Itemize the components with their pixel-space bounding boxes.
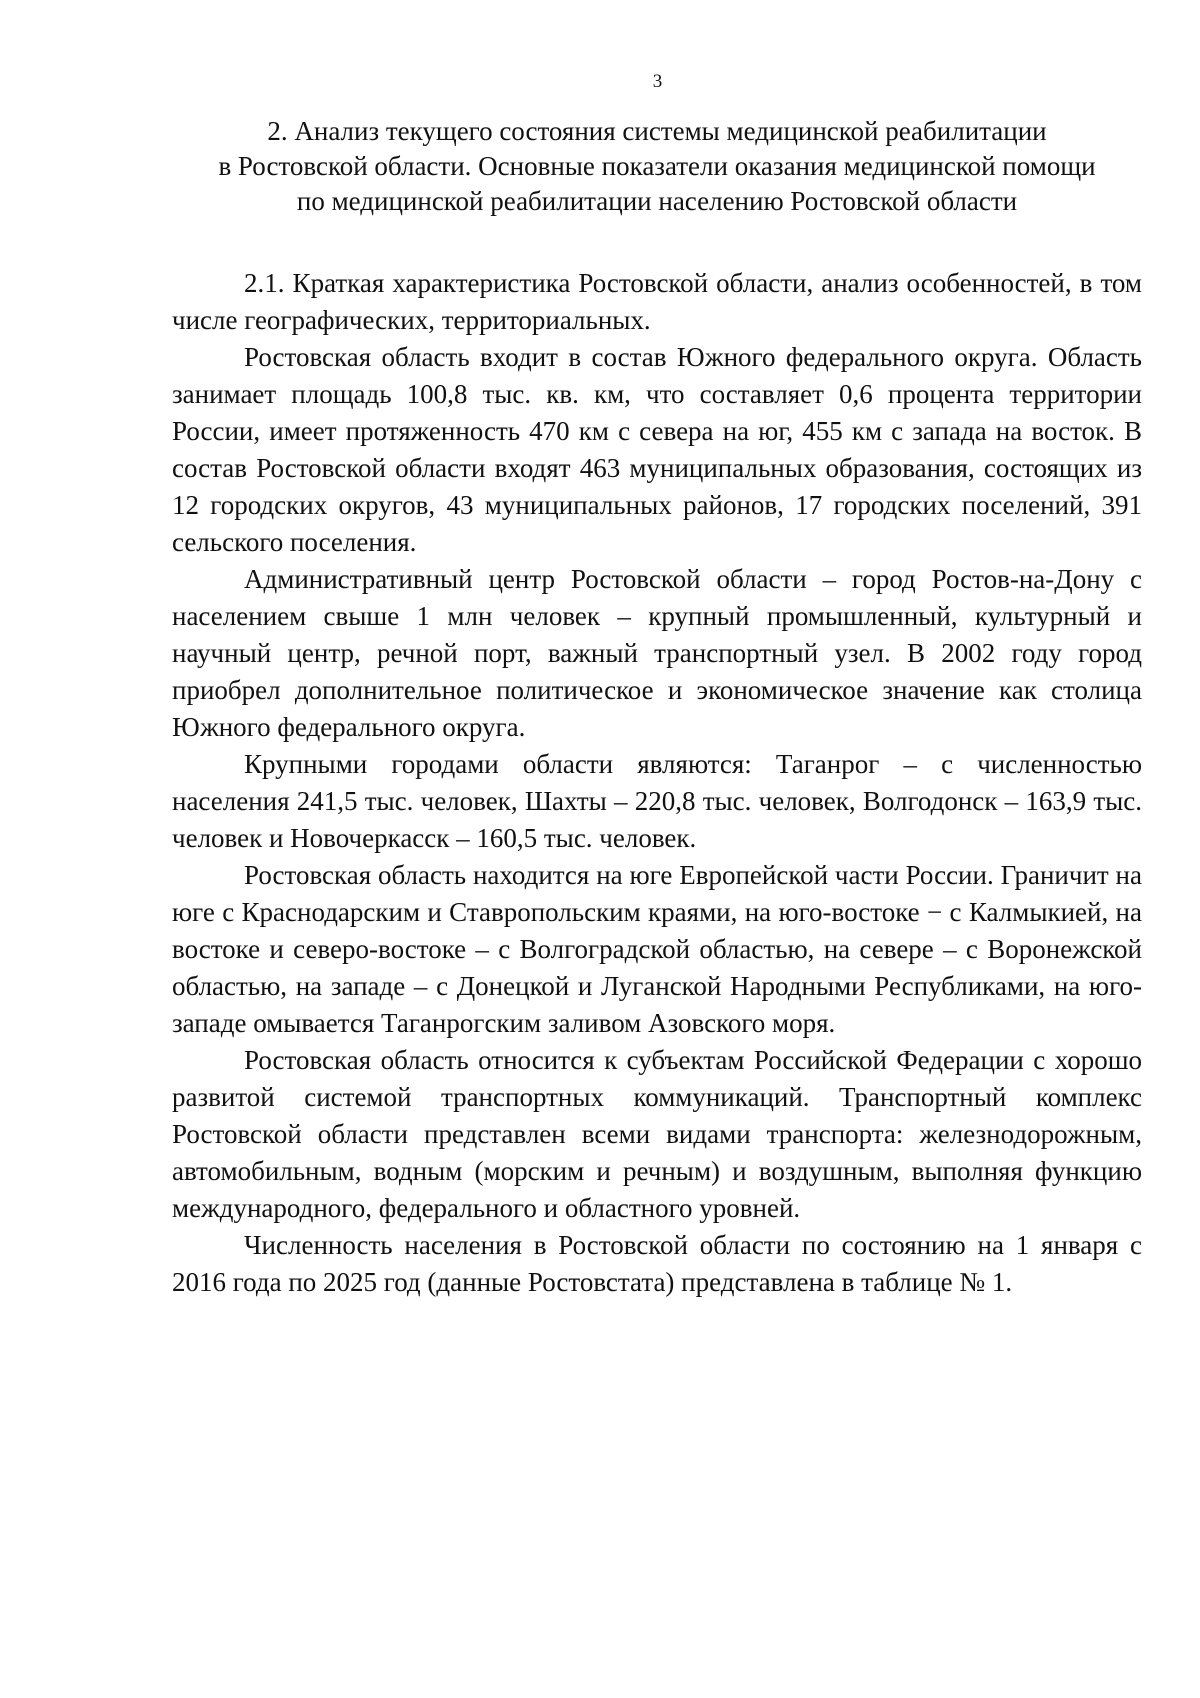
paragraph-region-overview: Ростовская область входит в состав Южного федерального округа. Область занимает площадь 100,8 тыс. кв. км, что составляет 0,6 процента территории России, имеет протяженность 470 км с севера на юг, 455 км с запада на восток. В состав Ростовской области входят 463 муниципальных образования, состоящих из 12 городских округов, 43 муниципальных районов, 17 городских поселений, 391 сельского поселения. (172, 342, 1142, 557)
paragraph-administrative-center: Административный центр Ростовской области – город Ростов-на-Дону с населением свыше 1 млн человек – крупный промышленный, культурный и научный центр, речной порт, важный транспортный узел. В 2002 году город приобрел дополнительное политическое и экономическое значение как столица Южного федерального округа. (172, 564, 1142, 742)
paragraph-geography-borders: Ростовская область находится на юге Европейской части России. Граничит на юге с Краснодарским и Ставропольским краями, на юго-востоке − с Калмыкией, на востоке и северо-востоке – с Волгоградской областью, на севере – с Воронежской областью, на западе – с Донецкой и Луганской Народными Республиками, на юго-западе омывается Таганрогским заливом Азовского моря. (172, 860, 1142, 1038)
section-title (172, 114, 1142, 219)
paragraph-transport: Ростовская область относится к субъектам Российской Федерации с хорошо развитой системой транспортных коммуникаций. Транспортный комплекс Ростовской области представлен всеми видами транспорта: железнодорожным, автомобильным, водным (морским и речным) и воздушным, выполняя функцию международного, федерального и областного уровней. (172, 1045, 1142, 1223)
paragraph-major-cities: Крупными городами области являются: Таганрог – с численностью населения 241,5 тыс. человек, Шахты – 220,8 тыс. человек, Волгодонск – 163,9 тыс. человек и Новочеркасск – 160,5 тыс. человек. (172, 749, 1142, 853)
document-body (172, 265, 1142, 1301)
section-title-line: 2. Анализ текущего состояния системы медицинской реабилитации (267, 116, 1047, 146)
section-title-line: по медицинской реабилитации населению Ростовской области (296, 186, 1018, 216)
page-number: 3 (652, 71, 663, 92)
subsection-heading: 2.1. Краткая характеристика Ростовской области, анализ особенностей, в том числе географических, территориальных. (172, 268, 1142, 335)
paragraph-population-reference: Численность населения в Ростовской области по состоянию на 1 января с 2016 года по 2025 год (данные Ростовстата) представлена в таблице № 1. (172, 1230, 1142, 1297)
section-title-line: в Ростовской области. Основные показатели оказания медицинской помощи (218, 151, 1096, 181)
